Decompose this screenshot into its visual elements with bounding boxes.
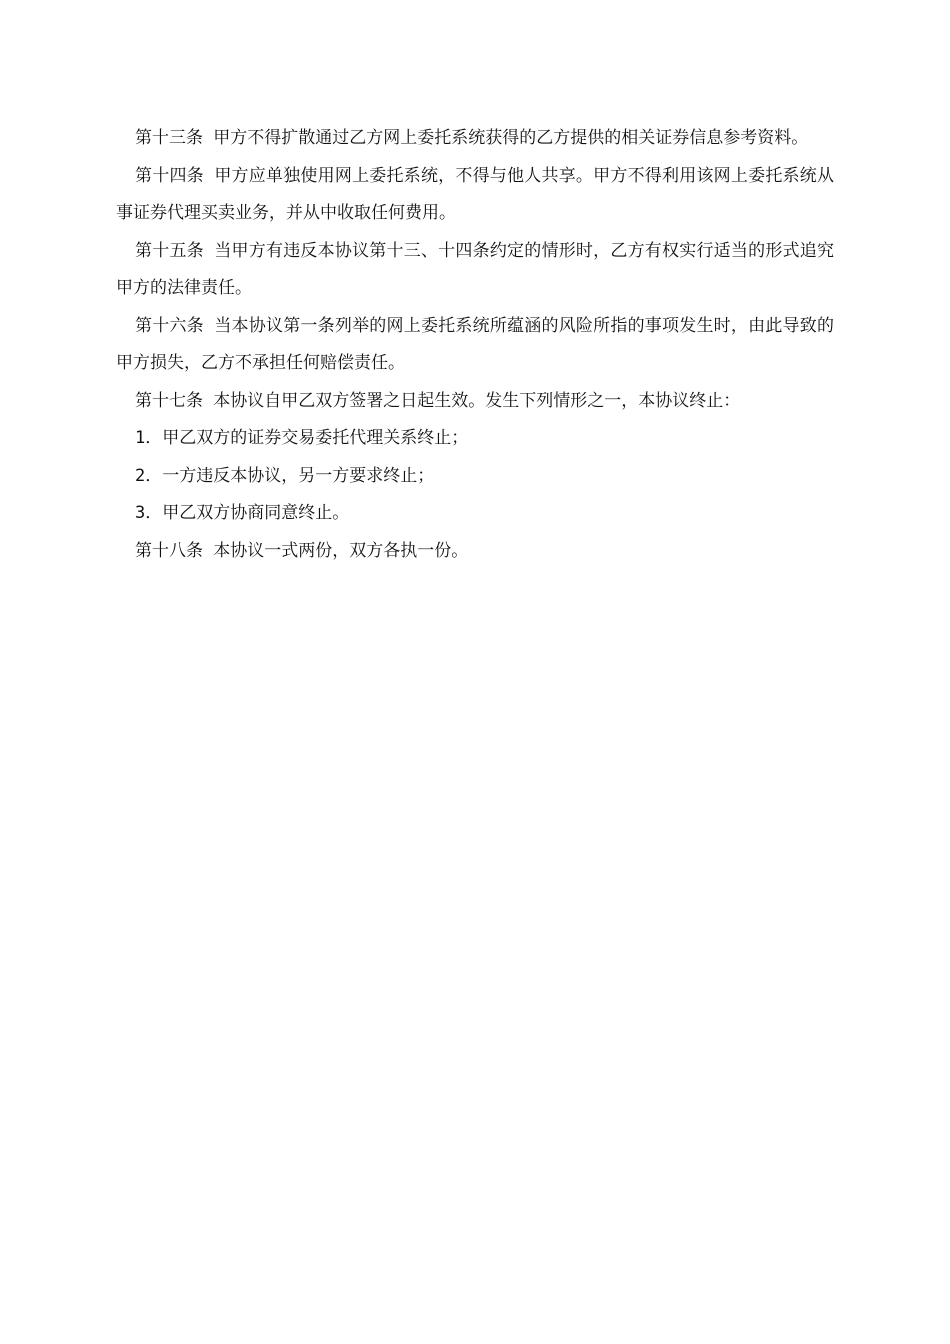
article-15-paragraph: 第十五条 当甲方有违反本协议第十三、十四条约定的情形时，乙方有权实行适当的形式追究甲方的法律责任。 xyxy=(116,240,834,298)
termination-item-3: 3．甲乙双方协商同意终止。 xyxy=(135,503,350,523)
article-16-paragraph: 第十六条 当本协议第一条列举的网上委托系统所蕴涵的风险所指的事项发生时，由此导致的甲方损失，乙方不承担任何赔偿责任。 xyxy=(116,315,834,373)
article-13-paragraph: 第十三条 甲方不得扩散通过乙方网上委托系统获得的乙方提供的相关证券信息参考资料。 xyxy=(135,128,809,148)
termination-item-1: 1．甲乙双方的证券交易委托代理关系终止； xyxy=(135,428,469,448)
article-18-paragraph: 第十八条 本协议一式两份，双方各执一份。 xyxy=(135,540,469,561)
document-body xyxy=(116,120,834,570)
article-17-paragraph: 第十七条 本协议自甲乙双方签署之日起生效。发生下列情形之一，本协议终止： xyxy=(135,390,741,411)
article-14-paragraph: 第十四条 甲方应单独使用网上委托系统，不得与他人共享。甲方不得利用该网上委托系统从事证券代理买卖业务，并从中收取任何费用。 xyxy=(116,165,834,223)
termination-item-2: 2．一方违反本协议，另一方要求终止； xyxy=(135,465,435,486)
